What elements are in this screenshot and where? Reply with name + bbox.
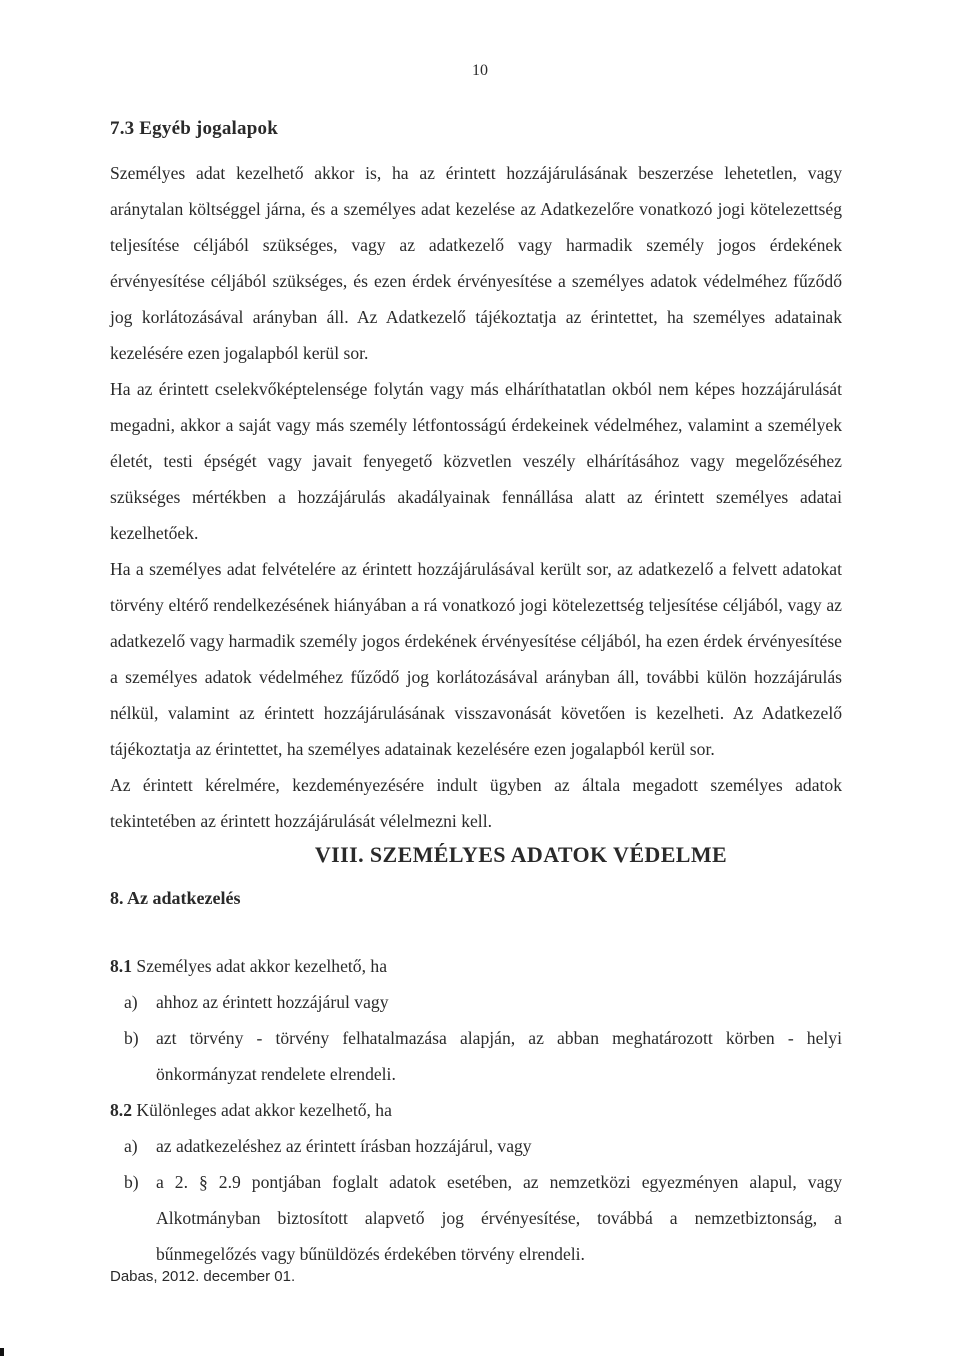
paragraph-3: Ha a személyes adat felvételére az érintett hozzájárulásával került sor, az adatkezelő a felvett adatokat törvény eltérő rendelkezésének hiányában a rá vonatkozó jogi kötelezettség teljesítése céljából, vagy az adatkezelő vagy harmadik személy jogos érdekének érvényesítése céljából, ha ezen érdek érvényesítése a személyes adatok védelméhez fűződő jog korlátozásával arányban áll, további külön hozzájárulás nélkül, valamint az érintett hozzájárulásának visszavonását követően is kezelheti. Az Adatkezelő tájékoztatja az érintettet, ha személyes adatainak kezelésére ezen jogalapból kerül sor. [110,559,842,759]
list-marker: b) [124,1172,139,1192]
subsection-8-1 [110,948,842,984]
subsection-8-2 [110,1092,842,1128]
paragraph-4: Az érintett kérelmére, kezdeményezésére indult ügyben az általa megadott személyes adatok tekintetében az érintett hozzájárulását vélelmezni kell. [110,775,842,831]
page-content [110,118,842,1264]
section-8-body [110,948,842,1272]
list-item [110,1020,842,1092]
subsection-8-2-number: 8.2 [110,1100,132,1120]
list-marker: a) [124,1136,138,1156]
list-marker: b) [124,1028,139,1048]
list-text: ahhoz az érintett hozzájárul vagy [156,992,389,1012]
scan-edge-mark [0,1348,4,1356]
paragraph-2: Ha az érintett cselekvőképtelensége folytán vagy más elháríthatatlan okból nem képes hozzájárulását megadni, akkor a saját vagy más személy létfontosságú érdekeinek védelméhez, valamint a személyek életét, testi épségét vagy javait fenyegető közvetlen veszély elhárításához vagy megelőzéséhez szükséges mértékben a hozzájárulás akadályainak fennállása alatt az érintett személyes adatai kezelhetőek. [110,379,842,543]
list-item [110,984,842,1020]
section-8-title: 8. Az adatkezelés [110,888,241,908]
subsection-8-2-text: Különleges adat akkor kezelhető, ha [136,1100,392,1120]
subsection-8-1-number: 8.1 [110,956,132,976]
list-text: az adatkezeléshez az érintett írásban hozzájárul, vagy [156,1136,532,1156]
list-item [110,1128,842,1164]
list-marker: a) [124,992,138,1012]
section-7-3-title: 7.3 Egyéb jogalapok [110,118,278,139]
page-number: 10 [472,62,488,79]
list-item [110,1164,842,1272]
subsection-8-1-text: Személyes adat akkor kezelhető, ha [136,956,388,976]
footer-date: Dabas, 2012. december 01. [110,1268,296,1285]
list-text: azt törvény - törvény felhatalmazása alapján, az abban meghatározott körben - helyi önkormányzat rendelete elrendeli. [156,1028,842,1084]
list-text: a 2. § 2.9 pontjában foglalt adatok esetében, az nemzetközi egyezményen alapul, vagy Alkotmányban biztosított alapvető jog érvényesítése, továbbá a nemzetbiztonság, a bűnmegelőzés vagy bűnüldözés érdekében törvény elrendeli. [156,1172,842,1264]
paragraph-1: Személyes adat kezelhető akkor is, ha az érintett hozzájárulásának beszerzése lehetetlen, vagy aránytalan költséggel járna, és a személyes adat kezelése az Adatkezelőre vonatkozó jogi kötelezettség teljesítése céljából szükséges, vagy az adatkezelő vagy harmadik személy jogos érdekének érvényesítése céljából szükséges, és ezen érdek érvényesítése a személyes adatok védelméhez fűződő jog korlátozásával arányban áll. Az Adatkezelő tájékoztatja az érintettet, ha személyes adatainak kezelésére ezen jogalapból kerül sor. [110,163,842,363]
chapter-title: VIII. SZEMÉLYES ADATOK VÉDELME [314,842,728,867]
